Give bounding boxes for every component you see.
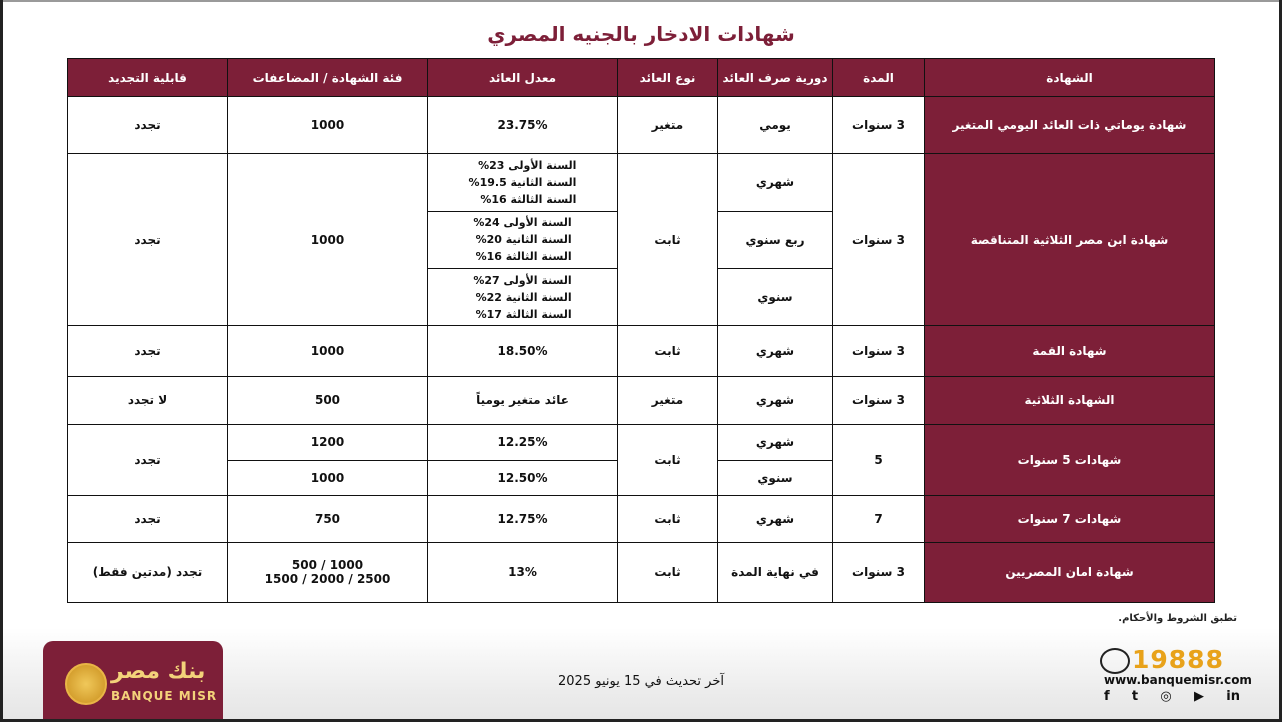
rate-year2: السنة الثانية 20% xyxy=(475,233,572,247)
renewal-qemma: تجدد xyxy=(68,326,228,376)
social-links xyxy=(1104,689,1240,704)
rate-year2: السنة الثانية 22% xyxy=(475,290,572,304)
rate-ibnmasr-annual xyxy=(428,268,618,325)
type-aman: ثابت xyxy=(618,542,718,602)
hotline xyxy=(1100,645,1240,675)
header-frequency: دورية صرف العائد xyxy=(718,59,833,97)
renewal-aman: تجدد (مدتين فقط) xyxy=(68,542,228,602)
renewal-seven: تجدد xyxy=(68,496,228,542)
rate-thulathiya: عائد متغير يومياً xyxy=(428,376,618,424)
cert-name-five: شهادات 5 سنوات xyxy=(925,424,1215,495)
denom-aman-line1: 1000 / 500 xyxy=(291,558,364,573)
instagram-icon[interactable]: ◎ xyxy=(1160,689,1172,704)
denom-daily: 1000 xyxy=(228,97,428,154)
terms-note: تطبق الشروط والأحكام. xyxy=(1118,613,1237,624)
rate-year3: السنة الثالثة 16% xyxy=(475,250,572,264)
website-link[interactable]: www.banquemisr.com xyxy=(1104,673,1252,687)
header-denomination: فئة الشهادة / المضاعفات xyxy=(228,59,428,97)
denom-aman-line2: 2500 / 2000 / 1500 xyxy=(264,572,391,587)
rate-year1: السنة الأولى 27% xyxy=(473,273,572,287)
duration-aman: 3 سنوات xyxy=(833,542,925,602)
frequency-five-annual: سنوي xyxy=(718,461,833,496)
rate-year1: السنة الأولى 23% xyxy=(478,158,577,172)
duration-ibnmasr: 3 سنوات xyxy=(833,154,925,326)
type-qemma: ثابت xyxy=(618,326,718,376)
certificates-table xyxy=(67,58,1215,603)
rate-ibnmasr-quarterly xyxy=(428,211,618,268)
header-type: نوع العائد xyxy=(618,59,718,97)
rate-qemma: 18.50% xyxy=(428,326,618,376)
rate-seven: 12.75% xyxy=(428,496,618,542)
linkedin-icon[interactable]: in xyxy=(1226,689,1240,704)
denom-seven: 750 xyxy=(228,496,428,542)
twitter-icon[interactable]: t xyxy=(1131,689,1139,704)
renewal-five: تجدد xyxy=(68,424,228,495)
denom-five-annual: 1000 xyxy=(228,461,428,496)
phone-icon xyxy=(1100,648,1130,674)
page-title: شهادات الادخار بالجنيه المصري xyxy=(487,22,795,46)
frequency-seven: شهري xyxy=(718,496,833,542)
cert-name-seven: شهادات 7 سنوات xyxy=(925,496,1215,542)
rate-year3: السنة الثالثة 17% xyxy=(475,307,572,321)
frequency-ibnmasr-annual: سنوي xyxy=(718,268,833,325)
renewal-daily: تجدد xyxy=(68,97,228,154)
frequency-daily: يومي xyxy=(718,97,833,154)
rate-five-monthly: 12.25% xyxy=(428,424,618,460)
duration-thulathiya: 3 سنوات xyxy=(833,376,925,424)
table-row-five xyxy=(68,424,1215,460)
duration-seven: 7 xyxy=(833,496,925,542)
rate-year1: السنة الأولى 24% xyxy=(473,216,572,230)
last-updated: آخر تحديث في 15 يونيو 2025 xyxy=(558,674,724,689)
denom-aman xyxy=(228,542,428,602)
frequency-ibnmasr-quarterly: ربع سنوي xyxy=(718,211,833,268)
rate-ibnmasr-monthly xyxy=(428,154,618,211)
logo-arabic-text: بنك مصر xyxy=(111,659,206,684)
frequency-aman: في نهاية المدة xyxy=(718,542,833,602)
cert-name-daily: شهادة يوماتي ذات العائد اليومي المتغير xyxy=(925,97,1215,154)
header-cert: الشهادة xyxy=(925,59,1215,97)
type-seven: ثابت xyxy=(618,496,718,542)
rate-aman: 13% xyxy=(428,542,618,602)
frequency-thulathiya: شهري xyxy=(718,376,833,424)
table-header-row xyxy=(68,59,1215,97)
cert-name-qemma: شهادة القمة xyxy=(925,326,1215,376)
cert-name-ibnmasr: شهادة ابن مصر الثلاثية المتناقصة xyxy=(925,154,1215,326)
denom-thulathiya: 500 xyxy=(228,376,428,424)
youtube-icon[interactable]: ▶ xyxy=(1194,689,1205,704)
renewal-thulathiya: لا تجدد xyxy=(68,376,228,424)
table-row-aman xyxy=(68,542,1215,602)
type-five: ثابت xyxy=(618,424,718,495)
denom-ibnmasr: 1000 xyxy=(228,154,428,326)
logo-english-text: BANQUE MISR xyxy=(111,689,218,703)
duration-five: 5 xyxy=(833,424,925,495)
header-rate: معدل العائد xyxy=(428,59,618,97)
frequency-qemma: شهري xyxy=(718,326,833,376)
duration-daily: 3 سنوات xyxy=(833,97,925,154)
table-row-seven xyxy=(68,496,1215,542)
hotline-number: 19888 xyxy=(1132,645,1224,674)
frequency-ibnmasr-monthly: شهري xyxy=(718,154,833,211)
frame-left xyxy=(0,0,3,722)
denom-five-monthly: 1200 xyxy=(228,424,428,460)
table-row-qemma xyxy=(68,326,1215,376)
facebook-icon[interactable]: f xyxy=(1104,689,1110,704)
denom-qemma: 1000 xyxy=(228,326,428,376)
header-duration: المدة xyxy=(833,59,925,97)
rate-five-annual: 12.50% xyxy=(428,461,618,496)
type-ibnmasr: ثابت xyxy=(618,154,718,326)
frame-top xyxy=(0,0,1282,2)
cert-name-aman: شهادة امان المصريين xyxy=(925,542,1215,602)
type-thulathiya: متغير xyxy=(618,376,718,424)
duration-qemma: 3 سنوات xyxy=(833,326,925,376)
frequency-five-monthly: شهري xyxy=(718,424,833,460)
table-row-daily xyxy=(68,97,1215,154)
table-row-ibnmasr xyxy=(68,154,1215,211)
cert-name-thulathiya: الشهادة الثلاثية xyxy=(925,376,1215,424)
type-daily: متغير xyxy=(618,97,718,154)
rate-year3: السنة الثالثة 16% xyxy=(480,192,577,206)
header-renewal: قابلية التجديد xyxy=(68,59,228,97)
rate-year2: السنة الثانية 19.5% xyxy=(468,175,577,189)
renewal-ibnmasr: تجدد xyxy=(68,154,228,326)
table-row-thulathiya xyxy=(68,376,1215,424)
rate-daily: 23.75% xyxy=(428,97,618,154)
